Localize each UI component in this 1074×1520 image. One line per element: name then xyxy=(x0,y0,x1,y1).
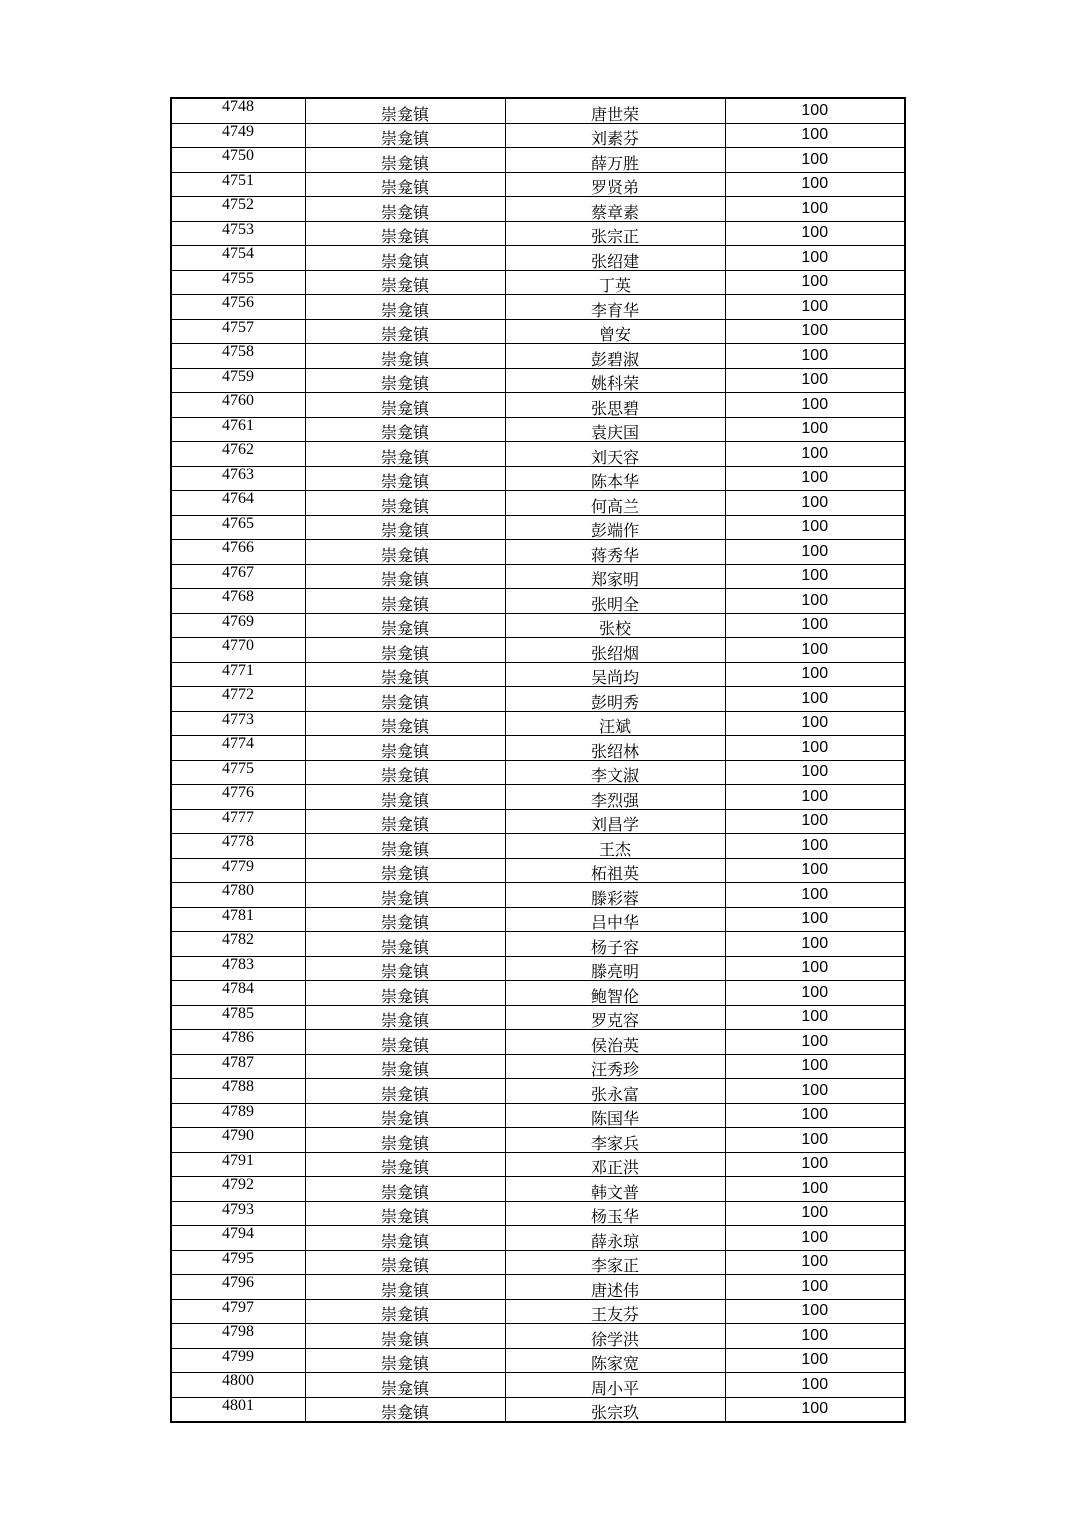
amount-cell: 100 xyxy=(725,662,905,687)
amount-cell: 100 xyxy=(725,319,905,344)
town-cell: 崇龛镇 xyxy=(305,785,505,810)
row-number-cell: 4764 xyxy=(171,491,305,516)
person-name-cell: 张明全 xyxy=(505,589,725,614)
person-name-cell: 姚科荣 xyxy=(505,368,725,393)
row-number-cell: 4787 xyxy=(171,1054,305,1079)
table-row xyxy=(171,736,905,761)
town-cell: 崇龛镇 xyxy=(305,932,505,957)
table-row xyxy=(171,809,905,834)
person-name-cell: 吕中华 xyxy=(505,907,725,932)
table-row xyxy=(171,613,905,638)
row-number-cell: 4754 xyxy=(171,246,305,271)
person-name-cell: 张宗玖 xyxy=(505,1397,725,1422)
row-number-cell: 4798 xyxy=(171,1324,305,1349)
person-name-cell: 蔡章素 xyxy=(505,197,725,222)
row-number-cell: 4775 xyxy=(171,760,305,785)
amount-cell: 100 xyxy=(725,956,905,981)
town-cell: 崇龛镇 xyxy=(305,907,505,932)
table-row xyxy=(171,491,905,516)
row-number-cell: 4771 xyxy=(171,662,305,687)
amount-cell: 100 xyxy=(725,1152,905,1177)
amount-cell: 100 xyxy=(725,540,905,565)
person-name-cell: 杨子容 xyxy=(505,932,725,957)
town-cell: 崇龛镇 xyxy=(305,491,505,516)
table-row xyxy=(171,907,905,932)
person-name-cell: 陈国华 xyxy=(505,1103,725,1128)
table-row xyxy=(171,1299,905,1324)
town-cell: 崇龛镇 xyxy=(305,148,505,173)
town-cell: 崇龛镇 xyxy=(305,1373,505,1398)
table-row xyxy=(171,148,905,173)
table-row xyxy=(171,515,905,540)
row-number-cell: 4774 xyxy=(171,736,305,761)
row-number-cell: 4760 xyxy=(171,393,305,418)
town-cell: 崇龛镇 xyxy=(305,1299,505,1324)
row-number-cell: 4768 xyxy=(171,589,305,614)
person-name-cell: 薛万胜 xyxy=(505,148,725,173)
amount-cell: 100 xyxy=(725,1275,905,1300)
row-number-cell: 4799 xyxy=(171,1348,305,1373)
town-cell: 崇龛镇 xyxy=(305,858,505,883)
town-cell: 崇龛镇 xyxy=(305,883,505,908)
amount-cell: 100 xyxy=(725,589,905,614)
row-number-cell: 4801 xyxy=(171,1397,305,1422)
table-row xyxy=(171,1103,905,1128)
town-cell: 崇龛镇 xyxy=(305,711,505,736)
person-name-cell: 侯治英 xyxy=(505,1030,725,1055)
amount-cell: 100 xyxy=(725,834,905,859)
row-number-cell: 4750 xyxy=(171,148,305,173)
town-cell: 崇龛镇 xyxy=(305,123,505,148)
town-cell: 崇龛镇 xyxy=(305,981,505,1006)
row-number-cell: 4753 xyxy=(171,221,305,246)
amount-cell: 100 xyxy=(725,197,905,222)
person-name-cell: 陈本华 xyxy=(505,466,725,491)
table-row xyxy=(171,1128,905,1153)
table-row xyxy=(171,319,905,344)
amount-cell: 100 xyxy=(725,1079,905,1104)
row-number-cell: 4762 xyxy=(171,442,305,467)
amount-cell: 100 xyxy=(725,295,905,320)
row-number-cell: 4759 xyxy=(171,368,305,393)
person-name-cell: 薛永琼 xyxy=(505,1226,725,1251)
town-cell: 崇龛镇 xyxy=(305,589,505,614)
town-cell: 崇龛镇 xyxy=(305,221,505,246)
amount-cell: 100 xyxy=(725,98,905,123)
table-row xyxy=(171,417,905,442)
table-row xyxy=(171,1348,905,1373)
table-row xyxy=(171,442,905,467)
amount-cell: 100 xyxy=(725,123,905,148)
table-row xyxy=(171,883,905,908)
amount-cell: 100 xyxy=(725,368,905,393)
row-number-cell: 4749 xyxy=(171,123,305,148)
person-name-cell: 张校 xyxy=(505,613,725,638)
town-cell: 崇龛镇 xyxy=(305,295,505,320)
table-row xyxy=(171,295,905,320)
table-row xyxy=(171,98,905,123)
town-cell: 崇龛镇 xyxy=(305,1275,505,1300)
table-row xyxy=(171,466,905,491)
table-row xyxy=(171,1201,905,1226)
amount-cell: 100 xyxy=(725,564,905,589)
table-row xyxy=(171,589,905,614)
person-name-cell: 滕亮明 xyxy=(505,956,725,981)
amount-cell: 100 xyxy=(725,711,905,736)
table-row xyxy=(171,1373,905,1398)
town-cell: 崇龛镇 xyxy=(305,956,505,981)
town-cell: 崇龛镇 xyxy=(305,1348,505,1373)
row-number-cell: 4789 xyxy=(171,1103,305,1128)
table-row xyxy=(171,1054,905,1079)
town-cell: 崇龛镇 xyxy=(305,736,505,761)
town-cell: 崇龛镇 xyxy=(305,197,505,222)
town-cell: 崇龛镇 xyxy=(305,393,505,418)
table-row xyxy=(171,1177,905,1202)
amount-cell: 100 xyxy=(725,1201,905,1226)
row-number-cell: 4773 xyxy=(171,711,305,736)
row-number-cell: 4793 xyxy=(171,1201,305,1226)
person-name-cell: 刘素芬 xyxy=(505,123,725,148)
table-row xyxy=(171,1226,905,1251)
person-name-cell: 鲍智伦 xyxy=(505,981,725,1006)
table-row xyxy=(171,858,905,883)
row-number-cell: 4781 xyxy=(171,907,305,932)
row-number-cell: 4776 xyxy=(171,785,305,810)
row-number-cell: 4797 xyxy=(171,1299,305,1324)
table-row xyxy=(171,785,905,810)
table-row xyxy=(171,1250,905,1275)
table-row xyxy=(171,1152,905,1177)
row-number-cell: 4782 xyxy=(171,932,305,957)
table-row xyxy=(171,270,905,295)
person-name-cell: 曾安 xyxy=(505,319,725,344)
row-number-cell: 4790 xyxy=(171,1128,305,1153)
town-cell: 崇龛镇 xyxy=(305,1152,505,1177)
town-cell: 崇龛镇 xyxy=(305,466,505,491)
row-number-cell: 4755 xyxy=(171,270,305,295)
table-row xyxy=(171,662,905,687)
town-cell: 崇龛镇 xyxy=(305,246,505,271)
table-row xyxy=(171,368,905,393)
town-cell: 崇龛镇 xyxy=(305,417,505,442)
table-row xyxy=(171,1324,905,1349)
row-number-cell: 4752 xyxy=(171,197,305,222)
row-number-cell: 4758 xyxy=(171,344,305,369)
amount-cell: 100 xyxy=(725,1054,905,1079)
row-number-cell: 4780 xyxy=(171,883,305,908)
amount-cell: 100 xyxy=(725,1177,905,1202)
amount-cell: 100 xyxy=(725,1324,905,1349)
town-cell: 崇龛镇 xyxy=(305,172,505,197)
amount-cell: 100 xyxy=(725,1299,905,1324)
amount-cell: 100 xyxy=(725,736,905,761)
person-name-cell: 汪斌 xyxy=(505,711,725,736)
person-name-cell: 王友芬 xyxy=(505,1299,725,1324)
person-name-cell: 张绍烟 xyxy=(505,638,725,663)
amount-cell: 100 xyxy=(725,221,905,246)
table-row xyxy=(171,932,905,957)
amount-cell: 100 xyxy=(725,1250,905,1275)
person-name-cell: 郑家明 xyxy=(505,564,725,589)
row-number-cell: 4769 xyxy=(171,613,305,638)
amount-cell: 100 xyxy=(725,417,905,442)
person-name-cell: 唐述伟 xyxy=(505,1275,725,1300)
amount-cell: 100 xyxy=(725,1397,905,1422)
row-number-cell: 4795 xyxy=(171,1250,305,1275)
town-cell: 崇龛镇 xyxy=(305,1128,505,1153)
row-number-cell: 4783 xyxy=(171,956,305,981)
amount-cell: 100 xyxy=(725,1226,905,1251)
person-name-cell: 张宗正 xyxy=(505,221,725,246)
table-body xyxy=(171,98,905,1422)
row-number-cell: 4794 xyxy=(171,1226,305,1251)
table-row xyxy=(171,246,905,271)
amount-cell: 100 xyxy=(725,1128,905,1153)
table-row xyxy=(171,1079,905,1104)
amount-cell: 100 xyxy=(725,1373,905,1398)
town-cell: 崇龛镇 xyxy=(305,687,505,712)
amount-cell: 100 xyxy=(725,491,905,516)
amount-cell: 100 xyxy=(725,1005,905,1030)
row-number-cell: 4761 xyxy=(171,417,305,442)
row-number-cell: 4777 xyxy=(171,809,305,834)
person-name-cell: 彭明秀 xyxy=(505,687,725,712)
table-row xyxy=(171,564,905,589)
amount-cell: 100 xyxy=(725,1348,905,1373)
person-name-cell: 汪秀珍 xyxy=(505,1054,725,1079)
town-cell: 崇龛镇 xyxy=(305,613,505,638)
row-number-cell: 4800 xyxy=(171,1373,305,1398)
amount-cell: 100 xyxy=(725,393,905,418)
amount-cell: 100 xyxy=(725,981,905,1006)
person-name-cell: 张永富 xyxy=(505,1079,725,1104)
row-number-cell: 4785 xyxy=(171,1005,305,1030)
town-cell: 崇龛镇 xyxy=(305,564,505,589)
town-cell: 崇龛镇 xyxy=(305,662,505,687)
row-number-cell: 4778 xyxy=(171,834,305,859)
person-name-cell: 罗克容 xyxy=(505,1005,725,1030)
row-number-cell: 4791 xyxy=(171,1152,305,1177)
table-row xyxy=(171,393,905,418)
town-cell: 崇龛镇 xyxy=(305,834,505,859)
person-name-cell: 李家兵 xyxy=(505,1128,725,1153)
row-number-cell: 4767 xyxy=(171,564,305,589)
person-name-cell: 柘祖英 xyxy=(505,858,725,883)
town-cell: 崇龛镇 xyxy=(305,1250,505,1275)
amount-cell: 100 xyxy=(725,858,905,883)
table-row xyxy=(171,197,905,222)
town-cell: 崇龛镇 xyxy=(305,1201,505,1226)
amount-cell: 100 xyxy=(725,760,905,785)
person-name-cell: 李文淑 xyxy=(505,760,725,785)
row-number-cell: 4748 xyxy=(171,98,305,123)
person-name-cell: 彭碧淑 xyxy=(505,344,725,369)
person-name-cell: 杨玉华 xyxy=(505,1201,725,1226)
town-cell: 崇龛镇 xyxy=(305,344,505,369)
person-name-cell: 刘天容 xyxy=(505,442,725,467)
person-name-cell: 刘昌学 xyxy=(505,809,725,834)
row-number-cell: 4756 xyxy=(171,295,305,320)
person-name-cell: 周小平 xyxy=(505,1373,725,1398)
row-number-cell: 4757 xyxy=(171,319,305,344)
table-row xyxy=(171,638,905,663)
person-name-cell: 唐世荣 xyxy=(505,98,725,123)
amount-cell: 100 xyxy=(725,907,905,932)
town-cell: 崇龛镇 xyxy=(305,98,505,123)
person-name-cell: 滕彩蓉 xyxy=(505,883,725,908)
row-number-cell: 4784 xyxy=(171,981,305,1006)
row-number-cell: 4792 xyxy=(171,1177,305,1202)
table-row xyxy=(171,344,905,369)
person-name-cell: 李烈强 xyxy=(505,785,725,810)
town-cell: 崇龛镇 xyxy=(305,1397,505,1422)
town-cell: 崇龛镇 xyxy=(305,760,505,785)
person-name-cell: 徐学洪 xyxy=(505,1324,725,1349)
table-row xyxy=(171,687,905,712)
table-row xyxy=(171,834,905,859)
person-name-cell: 蒋秀华 xyxy=(505,540,725,565)
town-cell: 崇龛镇 xyxy=(305,515,505,540)
person-name-cell: 张绍建 xyxy=(505,246,725,271)
person-name-cell: 李家正 xyxy=(505,1250,725,1275)
town-cell: 崇龛镇 xyxy=(305,1103,505,1128)
amount-cell: 100 xyxy=(725,148,905,173)
person-name-cell: 张思碧 xyxy=(505,393,725,418)
town-cell: 崇龛镇 xyxy=(305,1177,505,1202)
amount-cell: 100 xyxy=(725,613,905,638)
amount-cell: 100 xyxy=(725,1103,905,1128)
amount-cell: 100 xyxy=(725,442,905,467)
table-row xyxy=(171,711,905,736)
table-row xyxy=(171,1005,905,1030)
amount-cell: 100 xyxy=(725,515,905,540)
row-number-cell: 4796 xyxy=(171,1275,305,1300)
person-name-cell: 袁庆国 xyxy=(505,417,725,442)
person-name-cell: 邓正洪 xyxy=(505,1152,725,1177)
row-number-cell: 4779 xyxy=(171,858,305,883)
town-cell: 崇龛镇 xyxy=(305,1324,505,1349)
town-cell: 崇龛镇 xyxy=(305,368,505,393)
table-row xyxy=(171,981,905,1006)
person-name-cell: 王杰 xyxy=(505,834,725,859)
person-name-cell: 何高兰 xyxy=(505,491,725,516)
town-cell: 崇龛镇 xyxy=(305,1079,505,1104)
row-number-cell: 4772 xyxy=(171,687,305,712)
town-cell: 崇龛镇 xyxy=(305,638,505,663)
amount-cell: 100 xyxy=(725,883,905,908)
row-number-cell: 4751 xyxy=(171,172,305,197)
row-number-cell: 4763 xyxy=(171,466,305,491)
person-name-cell: 彭端作 xyxy=(505,515,725,540)
town-cell: 崇龛镇 xyxy=(305,1005,505,1030)
amount-cell: 100 xyxy=(725,466,905,491)
amount-cell: 100 xyxy=(725,785,905,810)
row-number-cell: 4770 xyxy=(171,638,305,663)
person-name-cell: 李育华 xyxy=(505,295,725,320)
amount-cell: 100 xyxy=(725,270,905,295)
table-row xyxy=(171,1275,905,1300)
town-cell: 崇龛镇 xyxy=(305,319,505,344)
row-number-cell: 4788 xyxy=(171,1079,305,1104)
data-table xyxy=(170,97,906,1423)
person-name-cell: 韩文普 xyxy=(505,1177,725,1202)
town-cell: 崇龛镇 xyxy=(305,809,505,834)
table-row xyxy=(171,172,905,197)
table-row xyxy=(171,540,905,565)
amount-cell: 100 xyxy=(725,1030,905,1055)
table-row xyxy=(171,1397,905,1422)
town-cell: 崇龛镇 xyxy=(305,270,505,295)
amount-cell: 100 xyxy=(725,246,905,271)
town-cell: 崇龛镇 xyxy=(305,1226,505,1251)
row-number-cell: 4765 xyxy=(171,515,305,540)
table-row xyxy=(171,760,905,785)
table-row xyxy=(171,956,905,981)
row-number-cell: 4786 xyxy=(171,1030,305,1055)
town-cell: 崇龛镇 xyxy=(305,442,505,467)
person-name-cell: 罗贤弟 xyxy=(505,172,725,197)
town-cell: 崇龛镇 xyxy=(305,1054,505,1079)
person-name-cell: 吴尚均 xyxy=(505,662,725,687)
person-name-cell: 丁英 xyxy=(505,270,725,295)
town-cell: 崇龛镇 xyxy=(305,1030,505,1055)
town-cell: 崇龛镇 xyxy=(305,540,505,565)
table-row xyxy=(171,1030,905,1055)
person-name-cell: 张绍林 xyxy=(505,736,725,761)
amount-cell: 100 xyxy=(725,932,905,957)
amount-cell: 100 xyxy=(725,172,905,197)
table-row xyxy=(171,221,905,246)
amount-cell: 100 xyxy=(725,638,905,663)
person-name-cell: 陈家宽 xyxy=(505,1348,725,1373)
row-number-cell: 4766 xyxy=(171,540,305,565)
amount-cell: 100 xyxy=(725,687,905,712)
table-row xyxy=(171,123,905,148)
amount-cell: 100 xyxy=(725,344,905,369)
amount-cell: 100 xyxy=(725,809,905,834)
